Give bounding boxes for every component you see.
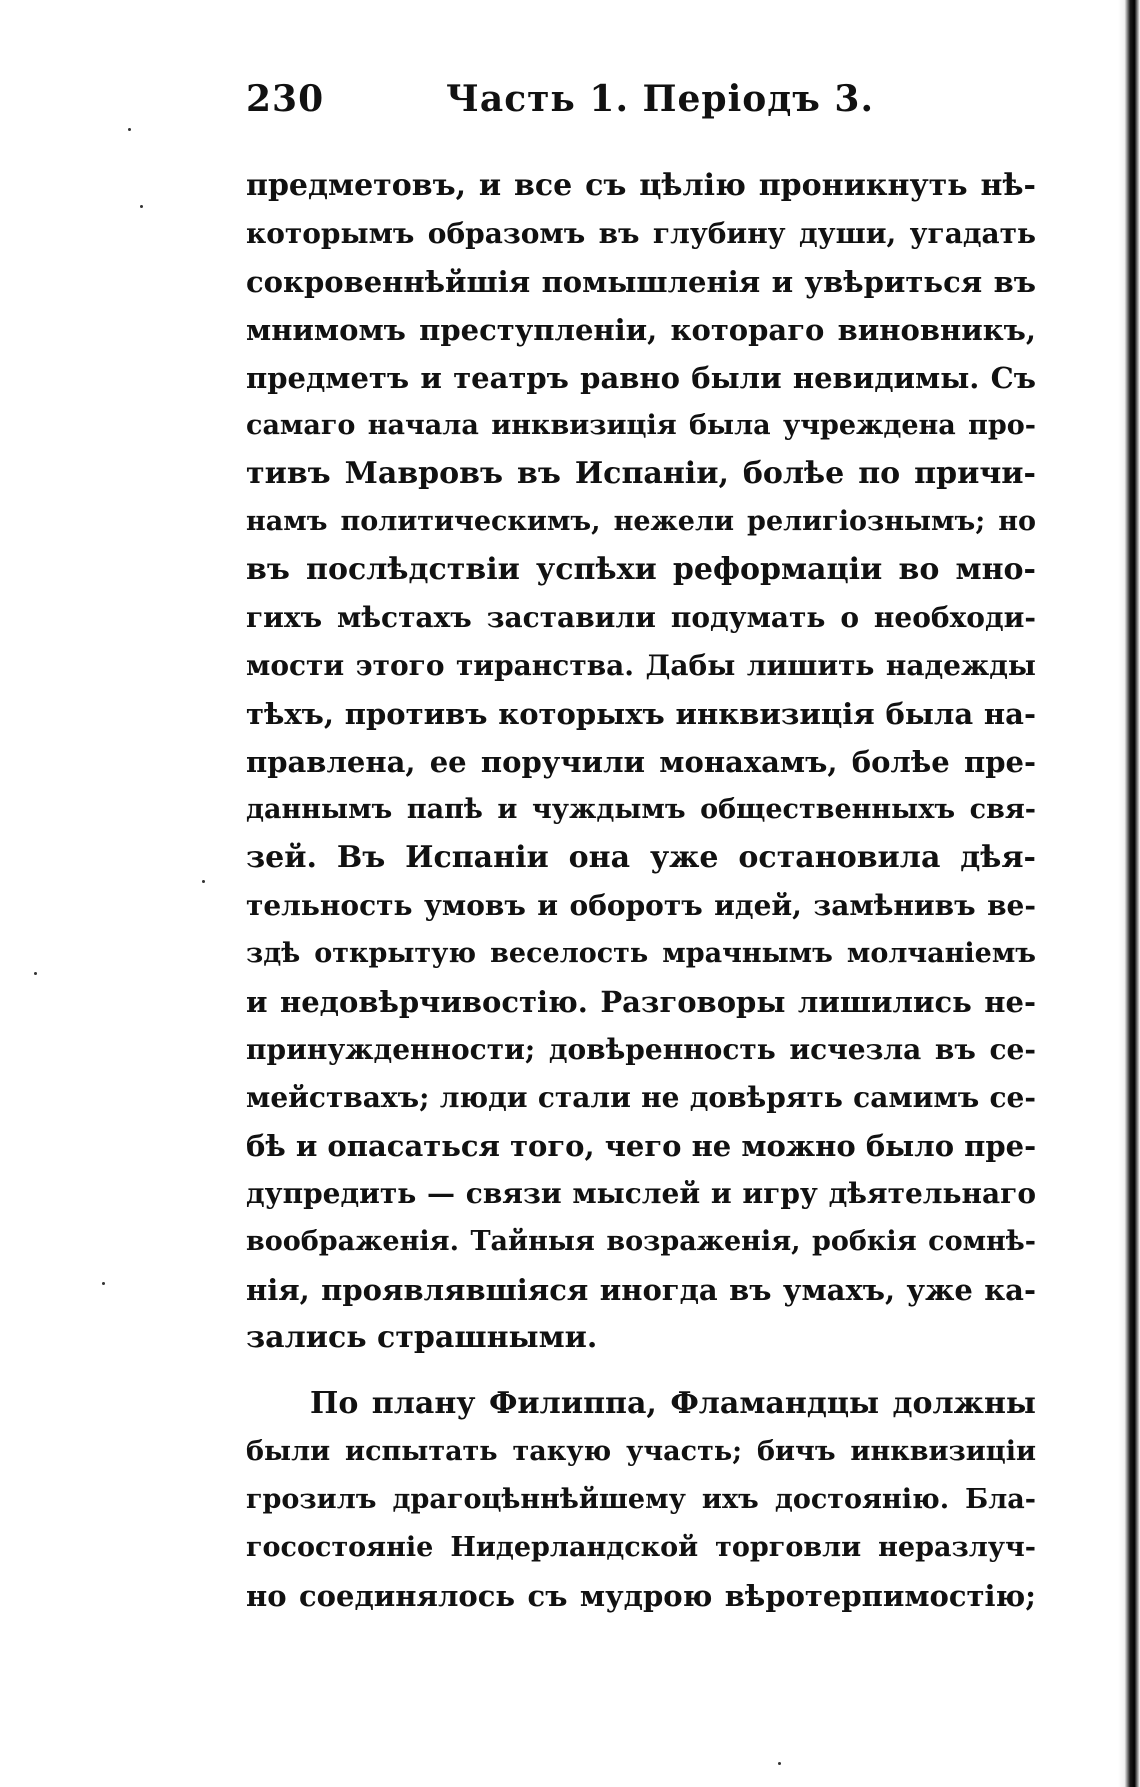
text-line: здѣ открытую веселость мрачнымъ молчаніемъ [246,938,1036,969]
body-text [246,162,1036,1620]
text-line: но соединялось съ мудрою вѣротерпимостію; [246,1579,1036,1613]
text-line: грозилъ драгоцѣннѣйшему ихъ достоянію. Бла- [246,1484,1036,1515]
text-line: зей. Въ Испаніи она уже остановила дѣя- [246,840,1036,875]
text-line: даннымъ папѣ и чуждымъ общественныхъ свя- [246,794,1036,825]
text-line: нія, проявлявшіяся иногда въ умахъ, уже ка- [246,1273,1036,1307]
scan-speck [128,128,131,131]
scan-speck [140,205,143,208]
text-line: мости этого тиранства. Дабы лишить надежды [246,649,1036,682]
text-line: зались страшными. [246,1320,598,1355]
text-line: воображенія. Тайныя возраженія, робкія сомнѣ- [246,1226,1036,1257]
text-line: самаго начала инквизиція была учреждена про- [246,410,1036,441]
text-line: сокровеннѣйшія помышленія и увѣриться въ [246,265,1036,299]
text-line: мнимомъ преступленіи, котораго виновникъ, [246,313,1036,347]
scan-edge [1118,0,1140,1787]
text-line: бѣ и опасаться того, чего не можно было пре- [246,1129,1037,1163]
text-line: принужденности; довѣренность исчезла въ се- [246,1033,1036,1066]
text-line: были испытать такую участь; бичъ инквизиціи [246,1436,1036,1467]
text-line: мействахъ; люди стали не довѣрять самимъ се- [246,1081,1036,1114]
text-line: и недовѣрчивостію. Разговоры лишились не- [246,985,1036,1019]
text-line: которымъ образомъ въ глубину души, угадать [246,217,1036,250]
text-line: тѣхъ, противъ которыхъ инквизиція была на- [246,697,1036,731]
scan-speck [202,880,205,883]
text-line: гихъ мѣстахъ заставили подумать о необходи- [246,601,1036,634]
text-line: По плану Филиппа, Фламандцы должны [310,1386,1036,1421]
paragraph-2 [246,1380,1036,1620]
page-number: 230 [246,78,325,120]
text-line: дупредить — связи мыслей и игру дѣятельнаго [246,1177,1036,1210]
text-line: госостояніе Нидерландской торговли неразлуч- [246,1532,1036,1563]
scan-speck [778,1762,781,1765]
text-line: въ послѣдствіи успѣхи реформаціи во мно- [246,552,1036,587]
scan-speck [34,972,37,975]
text-line: тельность умовъ и оборотъ идей, замѣнивъ ве- [246,889,1036,922]
text-line: предметовъ, и все съ цѣлію проникнуть нѣ- [246,168,1036,203]
text-line: предметъ и театръ равно были невидимы. Съ [246,361,1036,395]
text-line: намъ политическимъ, нежели религіознымъ; но [246,506,1036,537]
running-title: Часть 1. Періодъ 3. [446,78,874,120]
paragraph-1 [246,162,1036,1362]
paragraph-gap [246,1362,1036,1380]
text-line: правлена, ее поручили монахамъ, болѣе пре- [246,745,1036,779]
running-head [246,78,1036,138]
text-line: тивъ Мавровъ въ Испаніи, болѣе по причи- [246,456,1036,491]
scan-speck [102,1282,105,1285]
